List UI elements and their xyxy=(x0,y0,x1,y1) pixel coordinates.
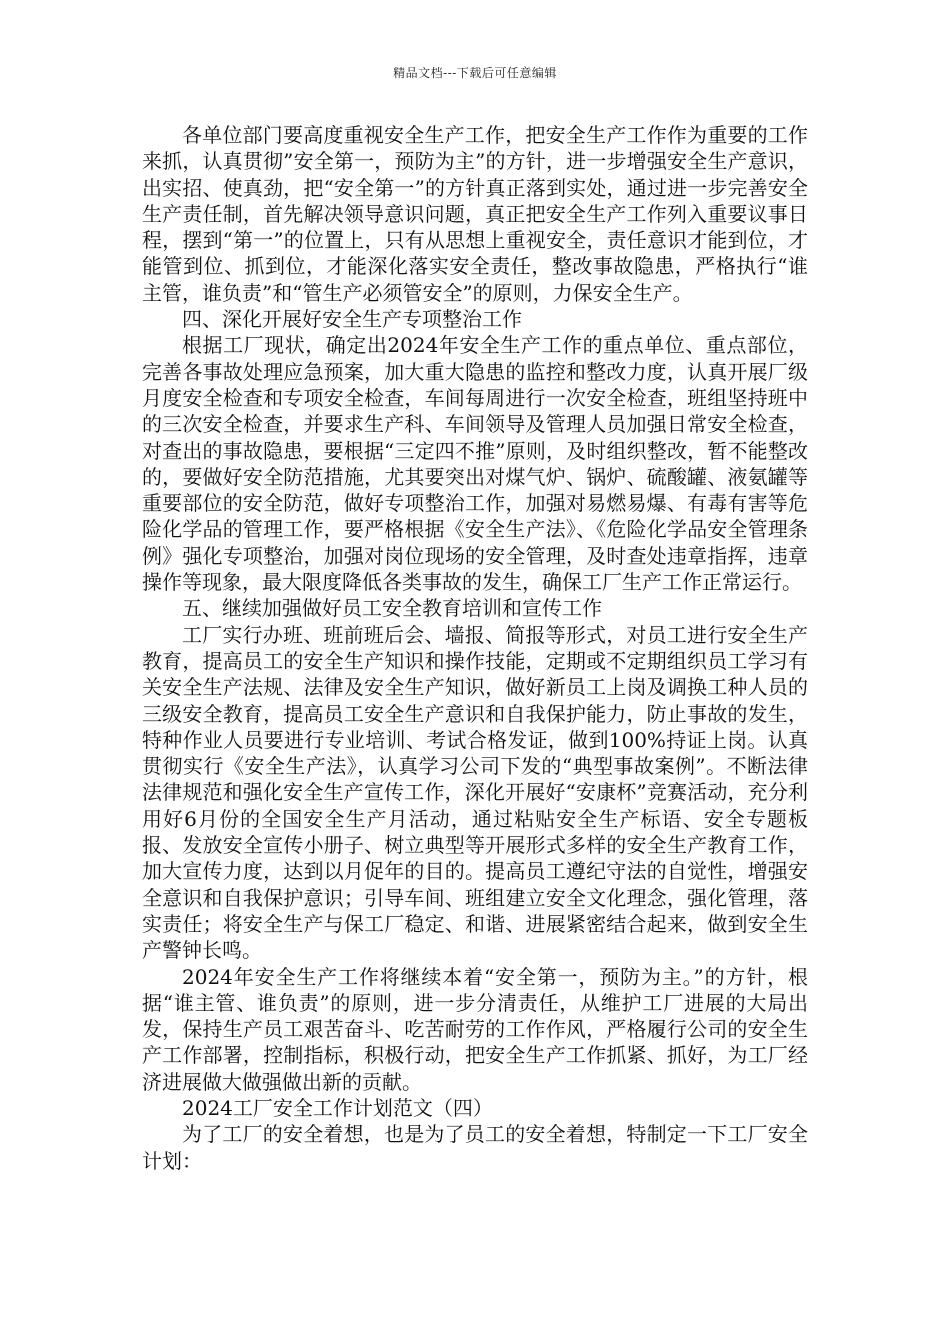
section-heading-4: 四、深化开展好安全生产专项整治工作 xyxy=(182,307,522,332)
paragraph-special-rectification: 根据工厂现状，确定出2024年安全生产工作的重点单位、重点部位，完善各事故处理应急预案，加大重大隐患的监控和整改力度，认真开展厂级月度安全检查和专项安全检查，车间每周进行一次安全检查，班组坚持班中的三次安全检查，并要求生产科、车间领导及管理人员加强日常安全检查，对查出的事故隐患，要根据“三定四不推”原则，及时组织整改，暂不能整改的，要做好安全防范措施，尤其要突出对煤气炉、锅炉、硫酸罐、液氨罐等重要部位的安全防范，做好专项整治工作，加强对易燃易爆、有毒有害等危险化学品的管理工作，要严格根据《安全生产法》、《危险化学品安全管理条例》强化专项整治，加强对岗位现场的安全管理，及时查处违章指挥，违章操作等现象，最大限度降低各类事故的发生，确保工厂生产工作正常运行。 xyxy=(142,333,808,595)
paragraph-education-training: 工厂实行办班、班前班后会、墙报、简报等形式，对员工进行安全生产教育，提高员工的安全生产知识和操作技能，定期或不定期组织员工学习有关安全生产法规、法律及安全生产知识，做好新员工上岗及调换工种人员的三级安全教育，提高员工安全生产意识和自我保护能力，防止事故的发生，特种作业人员要进行专业培训、考试合格发证，做到100%持证上岗。认真贯彻实行《安全生产法》，认真学习公司下发的“典型事故案例”。不断法律法律规范和强化安全生产宣传工作，深化开展好“安康杯”竞赛活动，充分利用好6月份的全国安全生产月活动，通过粘贴安全生产标语、安全专题板报、发放安全宣传小册子、树立典型等开展形式多样的安全生产教育工作，加大宣传力度，达到以月促年的目的。提高员工遵纪守法的自觉性，增强安全意识和自我保护意识；引导车间、班组建立安全文化理念，强化管理，落实责任；将安全生产与保工厂稳定、和谐、进展紧密结合起来，做到安全生产警钟长鸣。 xyxy=(142,622,808,963)
paragraph-summary-2024: 2024年安全生产工作将继续本着“安全第一，预防为主。”的方针，根据“谁主管、谁负责”的原则，进一步分清责任，从维护工厂进展的大局出发，保持生产员工艰苦奋斗、吃苦耐劳的工作作风，严格履行公司的安全生产工作部署，控制指标，积极行动，把安全生产工作抓紧、抓好，为工厂经济进展做大做强做出新的贡献。 xyxy=(142,964,808,1094)
paragraph-safety-priority: 各单位部门要高度重视安全生产工作，把安全生产工作作为重要的工作来抓，认真贯彻”安全第一，预防为主”的方针，进一步增强安全生产意识，出实招、使真劲，把“安全第一”的方针真正落到实处，通过进一步完善安全生产责任制，首先解决领导意识问题，真正把安全生产工作列入重要议事日程，摆到“第一”的位置上，只有从思想上重视安全，责任意识才能到位，才能管到位、抓到位，才能深化落实安全责任，整改事故隐患，严格执行“谁主管，谁负责”和“管生产必须管安全”的原则，力保安全生产。 xyxy=(142,123,808,305)
page-header: 精品文档---下载后可任意编辑 xyxy=(393,66,557,80)
section-title-example-4: 2024工厂安全工作计划范文（四） xyxy=(182,1095,493,1120)
paragraph-plan-intro: 为了工厂的安全着想，也是为了员工的安全着想，特制定一下工厂安全计划： xyxy=(142,1122,808,1173)
section-heading-5: 五、继续加强做好员工安全教育培训和宣传工作 xyxy=(182,596,602,621)
document-body xyxy=(142,122,808,1174)
